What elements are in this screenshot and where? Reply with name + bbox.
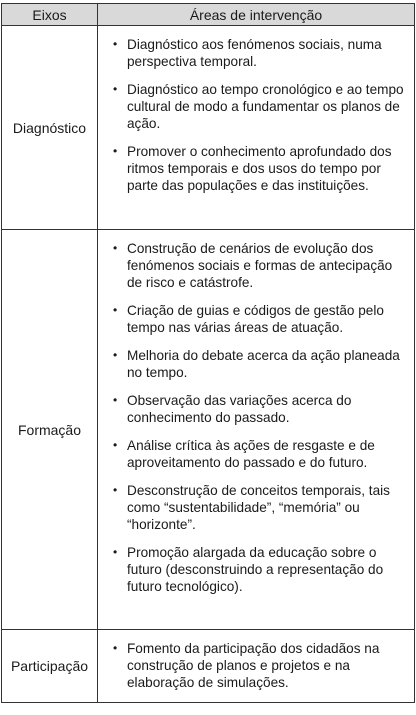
table-row <box>2 630 415 703</box>
header-areas: Áreas de intervenção <box>98 4 415 26</box>
list-item <box>111 36 410 70</box>
list-item-text: Diagnóstico aos fenómenos sociais, numa perspectiva temporal. <box>127 37 382 69</box>
bullet-icon: • <box>113 393 118 407</box>
list-item-text: Diagnóstico ao tempo cronológico e ao tempo cultural de modo a fundamentar os planos de ação. <box>127 82 404 131</box>
list-item-text: Análise crítica às ações de resgaste e de aproveitamento do passado e do futuro. <box>127 438 375 470</box>
bullet-icon: • <box>113 37 118 51</box>
bullet-icon: • <box>113 303 118 317</box>
header-row <box>2 4 415 26</box>
bullet-icon: • <box>113 545 118 559</box>
list-item <box>111 392 410 426</box>
list-item <box>111 302 410 336</box>
list-item-text: Melhoria do debate acerca da ação planeada no tempo. <box>127 348 400 380</box>
list-item <box>111 240 410 291</box>
list-item-text: Observação das variações acerca do conhecimento do passado. <box>127 393 352 425</box>
list-item <box>111 544 410 595</box>
intervention-table <box>1 3 415 703</box>
list-item-text: Construção de cenários de evolução dos fenómenos sociais e formas de antecipação de risco e catástrofe. <box>127 241 393 290</box>
areas-cell-formacao <box>98 230 415 630</box>
list-item <box>111 482 410 533</box>
list-item-text: Fomento da participação dos cidadãos na construção de planos e projetos e na elaboração de simulações. <box>127 641 380 690</box>
bullet-list <box>98 630 414 691</box>
bullet-list <box>98 26 414 194</box>
bullet-icon: • <box>113 641 118 655</box>
table-row <box>2 230 415 630</box>
bullet-icon: • <box>113 348 118 362</box>
areas-cell-diagnostico <box>98 26 415 230</box>
axis-cell-participacao: Participação <box>2 630 98 703</box>
bullet-icon: • <box>113 438 118 452</box>
bullet-list <box>98 230 414 595</box>
list-item-text: Promoção alargada da educação sobre o futuro (desconstruindo a representação do futuro tecnológico). <box>127 545 384 594</box>
list-item <box>111 640 410 691</box>
list-item <box>111 143 410 194</box>
axis-cell-formacao: Formação <box>2 230 98 630</box>
header-eixos: Eixos <box>2 4 98 26</box>
bullet-icon: • <box>113 144 118 158</box>
list-item <box>111 437 410 471</box>
list-item-text: Promover o conhecimento aprofundado dos ritmos temporais e dos usos do tempo por parte das populações e das instituições. <box>127 144 392 193</box>
bullet-icon: • <box>113 241 118 255</box>
bullet-icon: • <box>113 82 118 96</box>
axis-cell-diagnostico: Diagnóstico <box>2 26 98 230</box>
list-item <box>111 347 410 381</box>
list-item-text: Desconstrução de conceitos temporais, tais como “sustentabilidade”, “memória” ou “horizonte”. <box>127 483 390 532</box>
list-item-text: Criação de guias e códigos de gestão pelo tempo nas várias áreas de atuação. <box>127 303 384 335</box>
bullet-icon: • <box>113 483 118 497</box>
list-item <box>111 81 410 132</box>
areas-cell-participacao <box>98 630 415 703</box>
table-row <box>2 26 415 230</box>
